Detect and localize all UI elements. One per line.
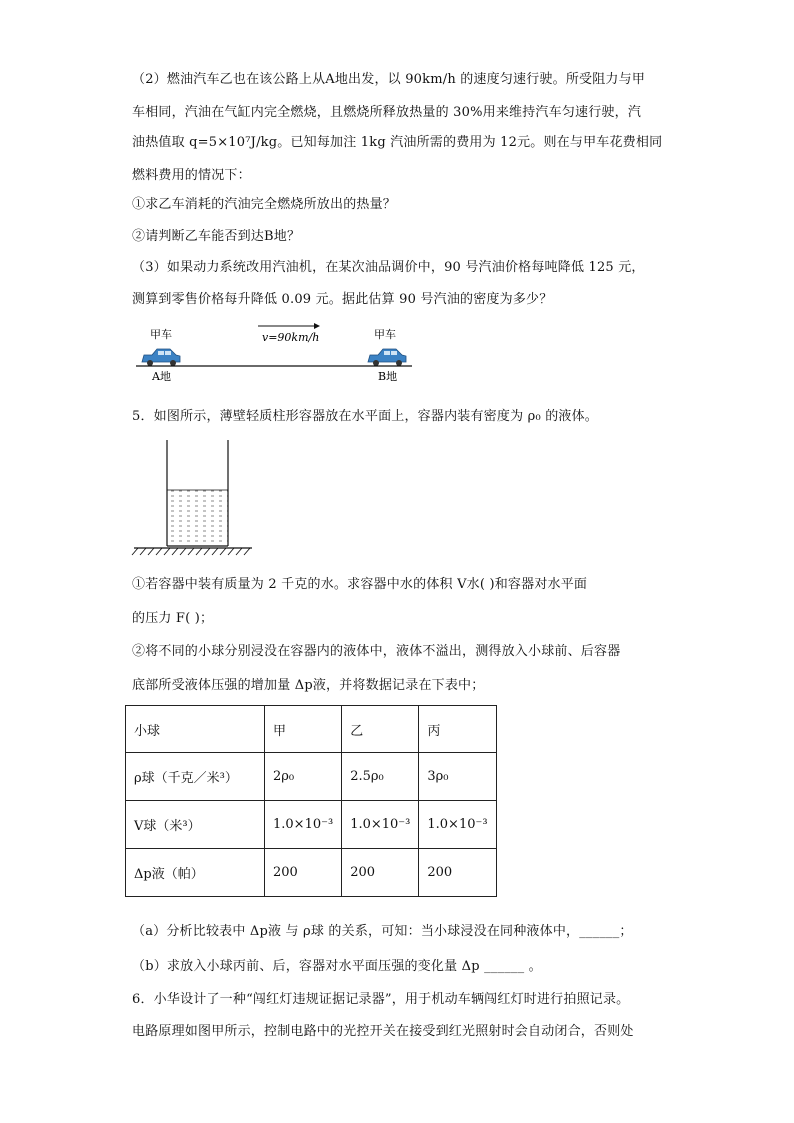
ball-data-table (125, 705, 497, 897)
table-cell: 1.0×10⁻³ (265, 801, 342, 849)
table-header-cell: 小球 (126, 706, 265, 753)
liquid (167, 490, 228, 546)
arrow-head-icon (314, 323, 320, 329)
speed-label: v=90km/h (262, 331, 320, 344)
road-figure (132, 322, 412, 384)
car-right-label: 甲车 (374, 328, 396, 341)
point-b-label: B地 (378, 370, 398, 383)
part3-line-2: 测算到零售价格每升降低 0.09 元。据此估算 90 号汽油的密度为多少？ (132, 292, 553, 307)
container-figure (130, 438, 256, 556)
car-b-icon (368, 349, 406, 366)
table-header-cell: 乙 (342, 706, 419, 753)
problem5-part-a: （a）分析比较表中 Δp液 与 ρ球 的关系，可知：当小球浸没在同种液体中，______； (132, 924, 633, 939)
part2-line-4: 燃料费用的情况下： (132, 168, 251, 183)
table-cell: 3ρ₀ (419, 753, 496, 801)
ground-hatching (132, 548, 250, 555)
problem5-q2-line-1: ②将不同的小球分别浸没在容器内的液体中，液体不溢出，测得放入小球前、后容器 (132, 644, 621, 659)
problem6-line-1: 6．小华设计了一种“闯红灯违规证据记录器”，用于机动车辆闯红灯时进行拍照记录。 (132, 992, 630, 1007)
table-cell: V球（米³） (126, 801, 265, 849)
table-cell: 1.0×10⁻³ (342, 801, 419, 849)
table-cell: 1.0×10⁻³ (419, 801, 496, 849)
part2-line-3: 油热值取 q=5×10⁷J/kg。已知每加注 1kg 汽油所需的费用为 12元。则在与甲车花费相同 (132, 135, 663, 150)
table-header-cell: 丙 (419, 706, 496, 753)
table-header-cell: 甲 (265, 706, 342, 753)
table-row (126, 849, 497, 897)
table-row (126, 753, 497, 801)
part2-question-2: ②请判断乙车能否到达B地？ (132, 229, 301, 244)
part2-line-1: （2）燃油汽车乙也在该公路上从A地出发，以 90km/h 的速度匀速行驶。所受阻力与甲 (132, 72, 646, 87)
part2-question-1: ①求乙车消耗的汽油完全燃烧所放出的热量？ (132, 197, 397, 212)
table-cell: ρ球（千克／米³） (126, 753, 265, 801)
problem5-part-b: （b）求放入小球丙前、后，容器对水平面压强的变化量 Δp ______ 。 (132, 959, 542, 974)
table-cell: 2.5ρ₀ (342, 753, 419, 801)
part3-line-1: （3）如果动力系统改用汽油机，在某次油品调价中，90 号汽油价格每吨降低 125 元， (132, 260, 645, 275)
point-a-label: A地 (152, 370, 171, 383)
problem6-line-2: 电路原理如图甲所示，控制电路中的光控开关在接受到红光照射时会自动闭合，否则处 (132, 1024, 634, 1039)
table-cell: 2ρ₀ (265, 753, 342, 801)
table-cell: 200 (342, 849, 419, 897)
car-a-icon (142, 349, 180, 366)
container-diagram (130, 438, 256, 556)
table-header-row (126, 706, 497, 753)
part2-line-2: 车相同，汽油在气缸内完全燃烧，且燃烧所释放热量的 30%用来维持汽车匀速行驶，汽 (132, 105, 642, 120)
table-cell: 200 (265, 849, 342, 897)
table-row (126, 801, 497, 849)
problem5-q1-line-1: ①若容器中装有质量为 2 千克的水。求容器中水的体积 V水( )和容器对水平面 (132, 577, 588, 592)
problem5-q2-line-2: 底部所受液体压强的增加量 Δp液，并将数据记录在下表中； (132, 678, 485, 693)
problem5-intro: 5．如图所示，薄壁轻质柱形容器放在水平面上，容器内装有密度为 ρ₀ 的液体。 (132, 409, 598, 424)
car-left-label: 甲车 (150, 328, 172, 341)
table-cell: 200 (419, 849, 496, 897)
table-cell: Δp液（帕） (126, 849, 265, 897)
problem5-q1-line-2: 的压力 F( )； (132, 611, 214, 626)
road-diagram (132, 322, 412, 384)
